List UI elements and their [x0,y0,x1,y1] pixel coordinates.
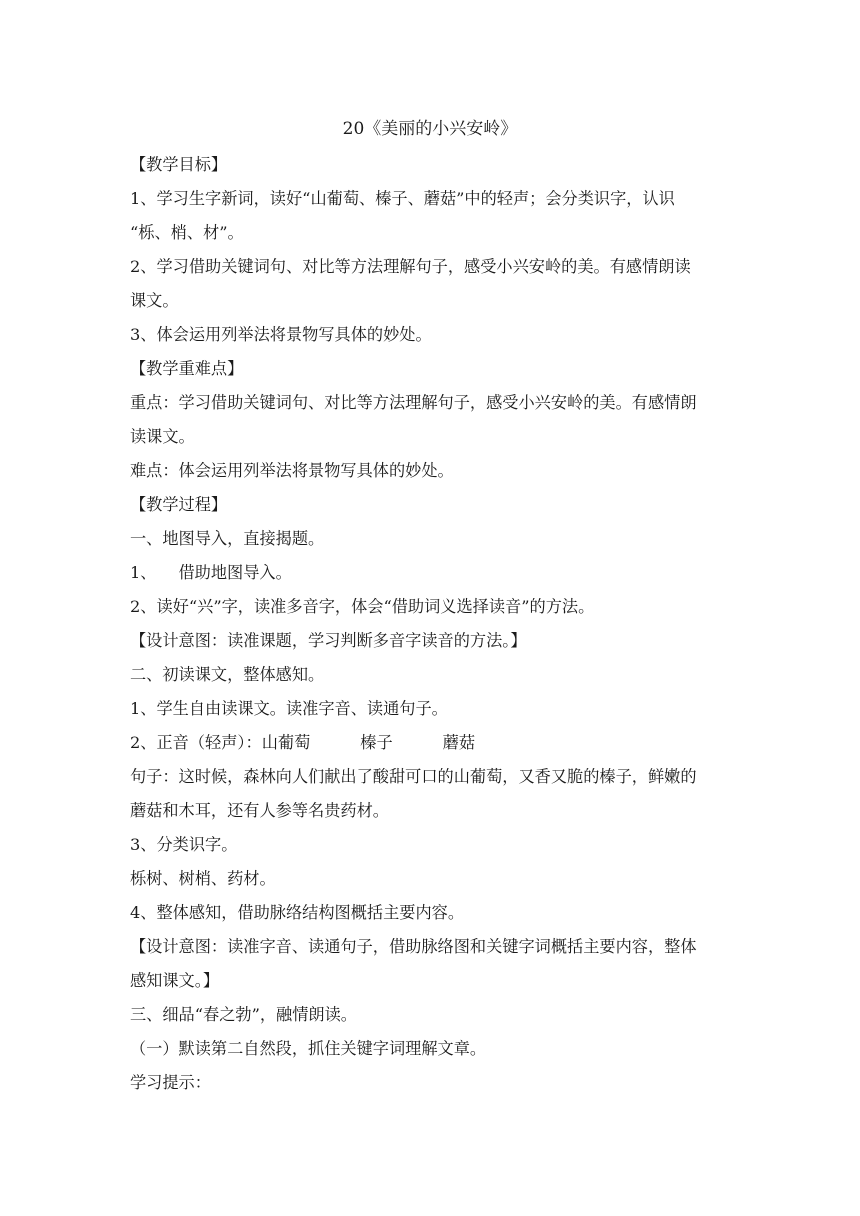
word-list: 栎树、树梢、药材。 [130,869,276,888]
step-1-item-2: 2、读好“兴”字，读准多音字，体会“借助词义选择读音”的方法。 [130,597,595,616]
design-intent-2-line-2: 感知课文。】 [130,971,220,990]
objective-1-line-2: “栎、梢、材”。 [130,223,244,242]
objective-2-line-1: 2、学习借助关键词句、对比等方法理解句子，感受小兴安岭的美。有感情朗读 [130,257,691,276]
step-1-item-1 [130,562,730,596]
document-title: 20《美丽的小兴安岭》 [342,119,518,139]
section-heading-key-points: 【教学重难点】 [130,359,244,378]
word-mushroom: 蘑菇 [442,733,476,752]
design-intent-2-line-1: 【设计意图：读准字音、读通句子，借助脉络图和关键字词概括主要内容，整体 [130,937,697,956]
example-sentence-line-2: 蘑菇和木耳，还有人参等名贵药材。 [130,801,389,820]
step-2-item-3: 3、分类识字。 [130,835,238,854]
step-3-sub-1: （一）默读第二自然段，抓住关键字词理解文章。 [130,1039,487,1058]
step-2-item-1: 1、学生自由读课文。读准字音、读通句子。 [130,699,448,718]
key-point-line-1: 重点：学习借助关键词句、对比等方法理解句子，感受小兴安岭的美。有感情朗 [130,393,697,412]
section-heading-process: 【教学过程】 [130,495,228,514]
section-heading-objectives: 【教学目标】 [130,155,228,174]
example-sentence-line-1: 句子：这时候，森林向人们献出了酸甜可口的山葡萄，又香又脆的榛子，鲜嫩的 [130,767,697,786]
pronunciation-label: 2、正音（轻声）：山葡萄 [130,733,311,752]
document-body [130,154,730,1106]
design-intent-1: 【设计意图：读准课题，学习判断多音字读音的方法。】 [130,631,527,650]
step-1-heading: 一、地图导入，直接揭题。 [130,529,325,548]
step-3-heading: 三、细品“春之勃”，融情朗读。 [130,1005,357,1024]
objective-2-line-2: 课文。 [130,291,179,310]
step-2-item-4: 4、整体感知，借助脉络结构图概括主要内容。 [130,903,465,922]
item-number: 1、 [130,563,157,582]
item-text: 借助地图导入。 [178,563,292,582]
key-point-line-2: 读课文。 [130,427,195,446]
objective-1-line-1: 1、学习生字新词，读好“山葡萄、榛子、蘑菇”中的轻声；会分类识字，认识 [130,189,675,208]
study-tips-label: 学习提示： [130,1073,211,1092]
objective-3: 3、体会运用列举法将景物写具体的妙处。 [130,325,432,344]
step-2-heading: 二、初读课文，整体感知。 [130,665,325,684]
difficult-point: 难点：体会运用列举法将景物写具体的妙处。 [130,461,454,480]
word-hazelnut: 榛子 [360,733,393,752]
step-2-item-2 [130,732,730,766]
